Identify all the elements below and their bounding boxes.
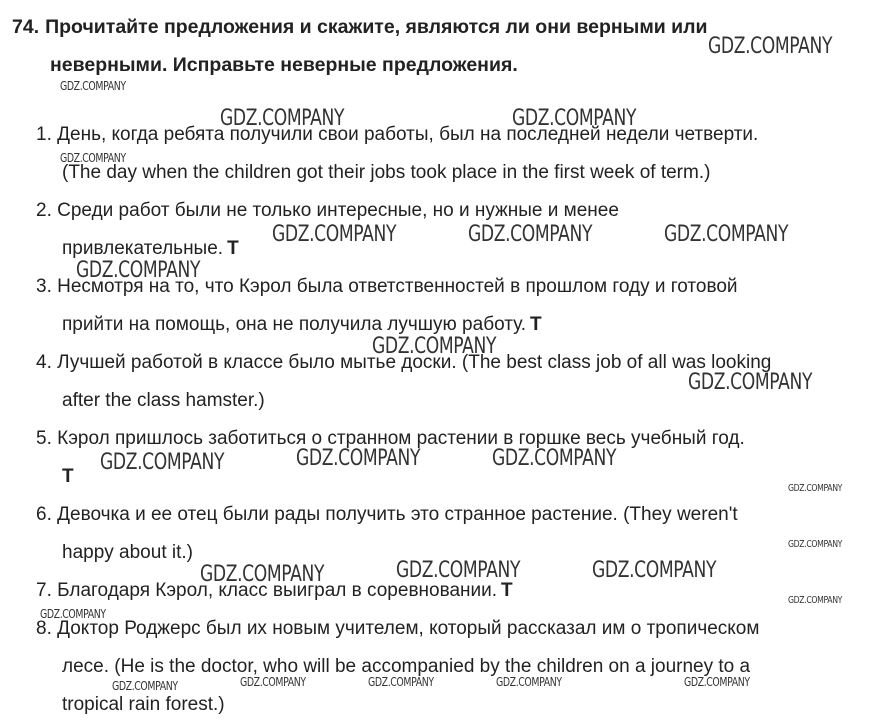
item-number: 6.	[36, 504, 52, 525]
exercise-number: 74.	[12, 16, 40, 38]
list-item	[36, 610, 868, 724]
watermark: GDZ.COMPANY	[60, 79, 126, 93]
item-correction: after the class hamster.)	[62, 390, 265, 411]
watermark: GDZ.COMPANY	[220, 106, 345, 131]
list-item	[36, 116, 868, 192]
item-text: Несмотря на то, что Кэрол была ответственностей в прошлом году и готовой	[57, 276, 738, 297]
item-correction-cont: tropical rain forest.)	[62, 694, 225, 715]
watermark: GDZ.COMPANY	[296, 446, 421, 471]
item-text: День, когда ребята получили свои работы, был на последней недели четверти.	[57, 124, 759, 145]
item-number: 3.	[36, 276, 52, 297]
item-correction: (The day when the children got their jobs took place in the first week of term.)	[62, 162, 711, 183]
item-text-cont: прийти на помощь, она не получила лучшую работу.	[62, 314, 527, 335]
item-number: 7.	[36, 580, 52, 601]
item-text: Доктор Роджерс был их новым учителем, который рассказал им о тропическом	[57, 618, 760, 639]
item-number: 8.	[36, 618, 52, 639]
item-number: 1.	[36, 124, 52, 145]
watermark: GDZ.COMPANY	[688, 370, 813, 395]
statement-list	[36, 116, 868, 724]
watermark: GDZ.COMPANY	[684, 675, 750, 689]
exercise-title-line2: неверными. Исправьте неверные предложения.	[50, 54, 518, 76]
watermark: GDZ.COMPANY	[112, 679, 178, 693]
watermark: GDZ.COMPANY	[100, 450, 225, 475]
watermark: GDZ.COMPANY	[468, 222, 593, 247]
watermark: GDZ.COMPANY	[272, 222, 397, 247]
watermark: GDZ.COMPANY	[708, 34, 833, 59]
watermark: GDZ.COMPANY	[368, 675, 434, 689]
watermark: GDZ.COMPANY	[60, 151, 126, 165]
watermark: GDZ.COMPANY	[788, 539, 843, 550]
watermark: GDZ.COMPANY	[200, 562, 325, 587]
watermark: GDZ.COMPANY	[788, 483, 843, 494]
true-mark: T	[62, 466, 74, 487]
item-text: Кэрол пришлось заботиться о странном растении в горшке весь учебный год.	[57, 428, 745, 449]
exercise-title-line1: Прочитайте предложения и скажите, являются ли они верными или	[45, 16, 708, 38]
watermark: GDZ.COMPANY	[40, 607, 106, 621]
watermark: GDZ.COMPANY	[496, 675, 562, 689]
watermark: GDZ.COMPANY	[592, 558, 717, 583]
true-mark: T	[501, 580, 513, 601]
item-correction: лесе. (He is the doctor, who will be accompanied by the children on a journey to a	[62, 656, 751, 677]
watermark: GDZ.COMPANY	[76, 258, 201, 283]
item-correction: happy about it.)	[62, 542, 193, 563]
watermark: GDZ.COMPANY	[396, 558, 521, 583]
true-mark: T	[227, 238, 239, 259]
item-number: 5.	[36, 428, 52, 449]
watermark: GDZ.COMPANY	[372, 334, 497, 359]
watermark: GDZ.COMPANY	[664, 222, 789, 247]
watermark: GDZ.COMPANY	[492, 446, 617, 471]
true-mark: T	[530, 314, 542, 335]
item-number: 2.	[36, 200, 52, 221]
item-text: Девочка и ее отец были рады получить это странное растение. (They weren't	[57, 504, 738, 525]
watermark: GDZ.COMPANY	[788, 595, 843, 606]
item-text: Среди работ были не только интересные, но и нужные и менее	[57, 200, 619, 221]
item-text: Лучшей работой в классе было мытье доски. (The best class job of all was looking	[57, 352, 772, 373]
item-text: Благодаря Кэрол, класс выиграл в соревновании.	[57, 580, 498, 601]
item-number: 4.	[36, 352, 52, 373]
item-text-cont: привлекательные.	[62, 238, 224, 259]
watermark: GDZ.COMPANY	[512, 106, 637, 131]
watermark: GDZ.COMPANY	[240, 675, 306, 689]
